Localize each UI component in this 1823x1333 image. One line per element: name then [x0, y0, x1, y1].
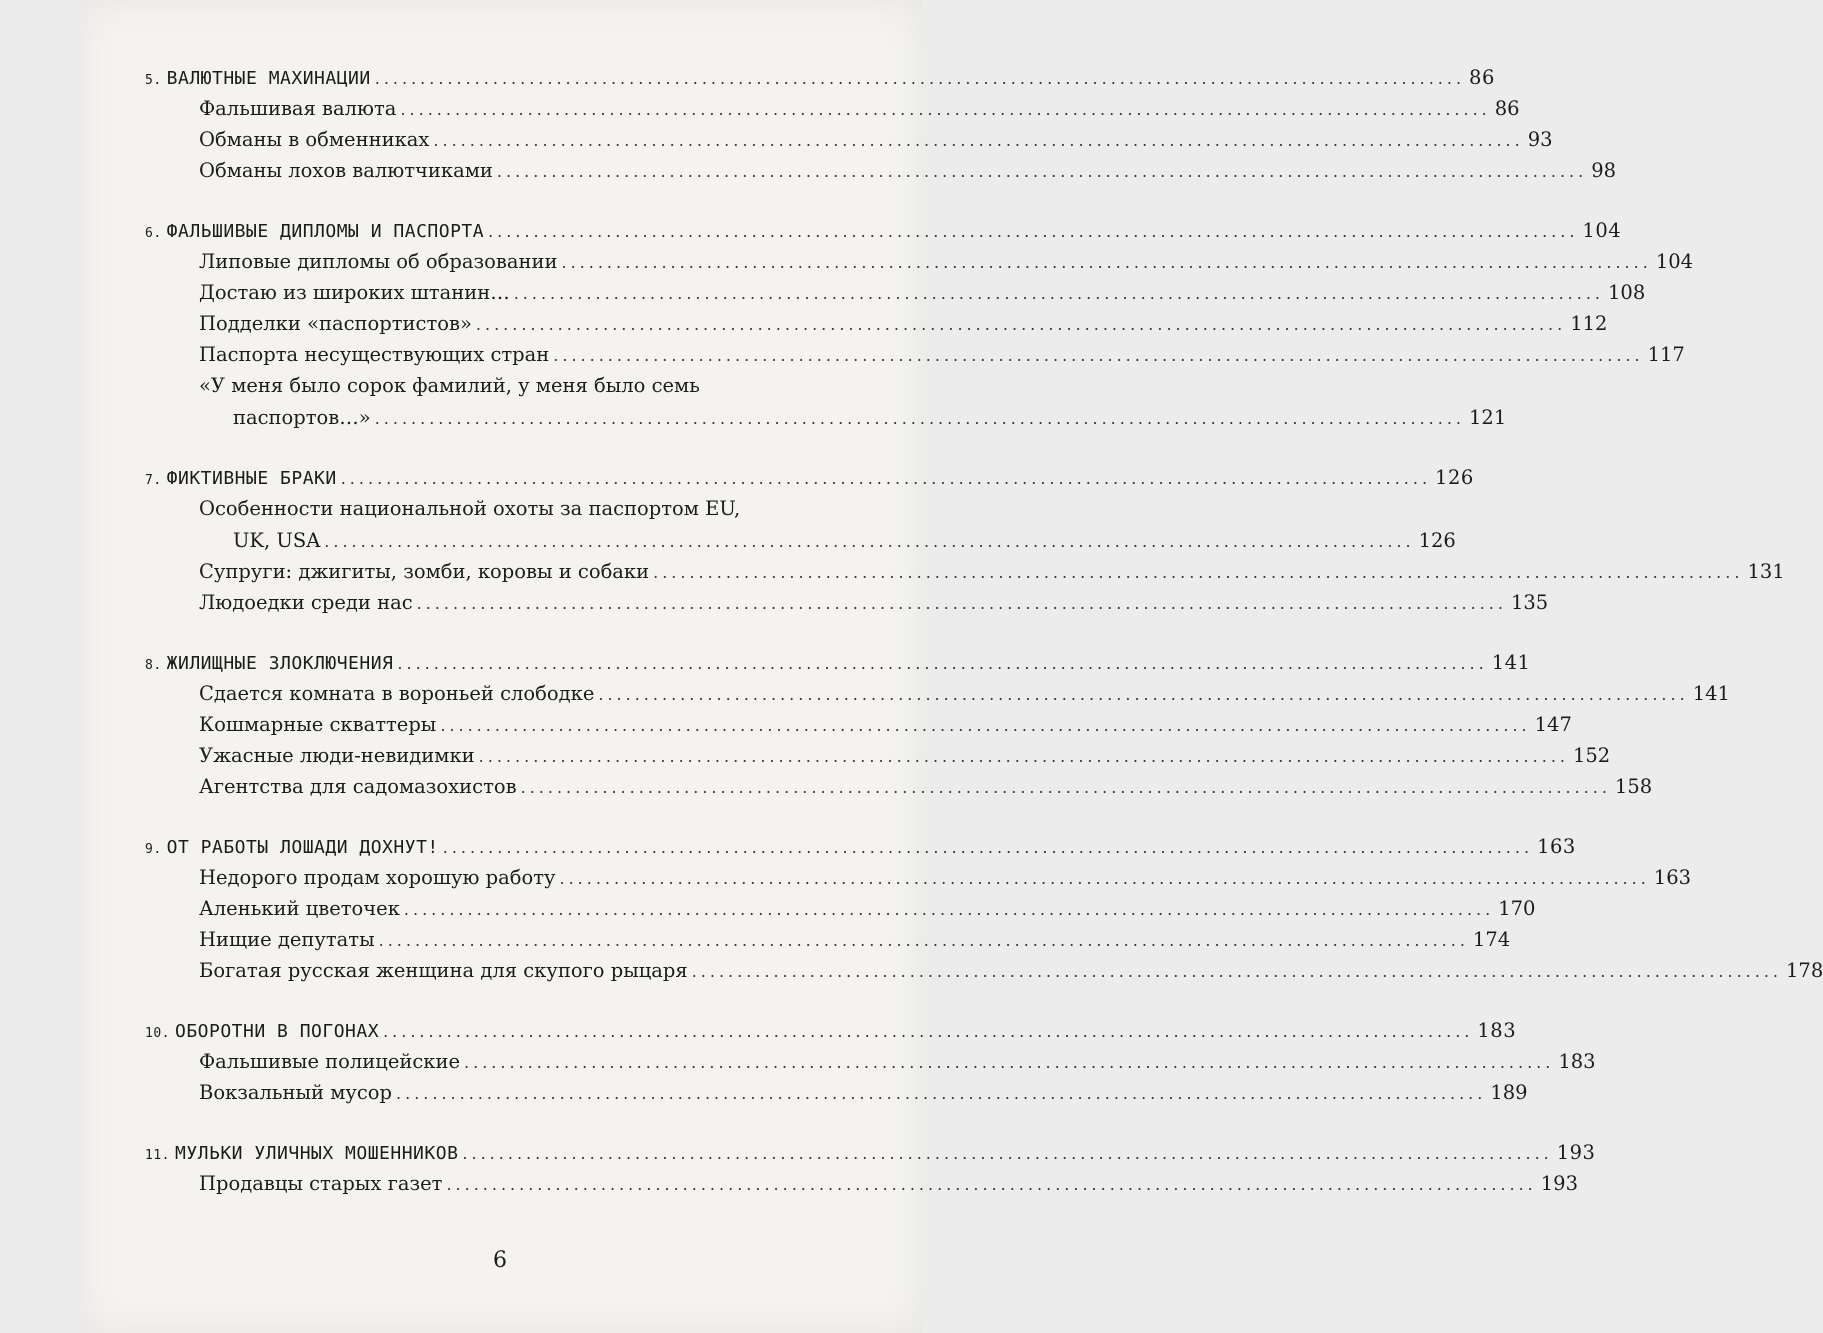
page-ref: 112 — [1570, 312, 1608, 335]
page-ref: 141 — [1491, 651, 1531, 674]
toc-item — [145, 955, 1823, 986]
chapter-title: ВАЛЮТНЫЕ МАХИНАЦИИ — [166, 68, 371, 89]
toc-chapter — [145, 462, 1474, 493]
dot-leader: ........................................................................................................................ — [416, 594, 1507, 613]
dot-leader: ........................................................................................................................ — [340, 469, 1432, 488]
dot-leader: ........................................................................................................................ — [475, 315, 1567, 334]
item-title: Подделки «паспортистов» — [199, 312, 472, 335]
toc-chapter — [145, 1015, 1517, 1046]
chapter-number: 8. — [145, 658, 162, 673]
item-title: Особенности национальной охоты за паспортом EU, — [199, 497, 741, 520]
toc-item — [145, 308, 1608, 339]
dot-leader: ........................................................................................................................ — [520, 778, 1611, 797]
chapter-title: ОТ РАБОТЫ ЛОШАДИ ДОХНУТ! — [166, 837, 439, 858]
item-title: Недорого продам хорошую работу — [199, 866, 556, 889]
toc-chapter — [145, 62, 1495, 93]
chapter-number: 6. — [145, 226, 162, 241]
dot-leader: ........................................................................................................................ — [403, 900, 1495, 919]
table-of-contents — [145, 62, 1823, 1199]
dot-leader: ........................................................................................................................ — [513, 284, 1605, 303]
toc-item — [145, 246, 1694, 277]
dot-leader: ........................................................................................................................ — [464, 1053, 1555, 1072]
chapter-title: ЖИЛИЩНЫЕ ЗЛОКЛЮЧЕНИЯ — [166, 653, 394, 674]
item-title: Людоедки среди нас — [199, 591, 413, 614]
dot-leader: ........................................................................................................................ — [433, 131, 1524, 150]
toc-item-line1 — [145, 493, 855, 525]
toc-item — [145, 339, 1685, 370]
page-ref: 104 — [1582, 219, 1622, 242]
chapter-number: 11. — [145, 1148, 170, 1163]
item-title: Фальшивые полицейские — [199, 1050, 461, 1073]
dot-leader: ........................................................................................................................ — [553, 346, 1644, 365]
page-ref: 147 — [1534, 713, 1572, 736]
toc-item — [145, 1168, 1578, 1199]
chapter-number: 10. — [145, 1026, 170, 1041]
page-ref: 158 — [1614, 775, 1653, 798]
dot-leader: ........................................................................................................................ — [462, 1144, 1553, 1163]
item-title: паспортов…» — [233, 406, 371, 429]
dot-leader: ........................................................................................................................ — [400, 100, 1491, 119]
item-title: Продавцы старых газет — [199, 1172, 443, 1195]
page-ref: 178 — [1786, 959, 1823, 982]
dot-leader: ........................................................................................................................ — [653, 563, 1744, 582]
item-title: Богатая русская женщина для скупого рыцаря — [199, 959, 688, 982]
page-ref: 126 — [1418, 529, 1456, 552]
item-title: UK, USA — [233, 529, 321, 552]
dot-leader: ........................................................................................................................ — [691, 962, 1782, 981]
item-title: Фальшивая валюта — [199, 97, 397, 120]
page-ref: 131 — [1747, 560, 1785, 583]
item-title: Липовые дипломы об образовании — [199, 250, 558, 273]
item-title: Сдается комната в вороньей слободке — [199, 682, 595, 705]
page-ref: 163 — [1653, 866, 1692, 889]
page-ref: 104 — [1655, 250, 1694, 273]
page-ref: 98 — [1591, 159, 1617, 182]
dot-leader: ........................................................................................................................ — [374, 409, 1466, 428]
item-title: Обманы в обменниках — [199, 128, 430, 151]
dot-leader: ........................................................................................................................ — [440, 716, 1531, 735]
page-ref: 152 — [1572, 744, 1611, 767]
item-title: Ужасные люди-невидимки — [199, 744, 475, 767]
dot-leader: ........................................................................................................................ — [396, 1084, 1487, 1103]
page-ref: 86 — [1494, 97, 1520, 120]
page-ref: 183 — [1477, 1019, 1517, 1042]
toc-item — [145, 93, 1520, 124]
toc-item-line2 — [145, 525, 1456, 556]
toc-item-line1 — [145, 370, 855, 402]
item-title: Достаю из широких штанин… — [199, 281, 510, 304]
dot-leader: ........................................................................................................................ — [383, 1022, 1474, 1041]
page-ref: 174 — [1472, 928, 1511, 951]
item-title: Агентства для садомазохистов — [199, 775, 517, 798]
item-title: Супруги: джигиты, зомби, коровы и собаки — [199, 560, 650, 583]
toc-chapter — [145, 1137, 1596, 1168]
toc-chapter — [145, 215, 1622, 246]
item-title: Обманы лохов валютчиками — [199, 159, 493, 182]
toc-item — [145, 587, 1549, 618]
item-title: Паспорта несуществующих стран — [199, 343, 550, 366]
toc-item — [145, 277, 1646, 308]
toc-item — [145, 740, 1611, 771]
toc-item — [145, 893, 1536, 924]
dot-leader: ........................................................................................................................ — [478, 747, 1569, 766]
dot-leader: ........................................................................................................................ — [598, 685, 1689, 704]
toc-chapter — [145, 831, 1576, 862]
dot-leader: ........................................................................................................................ — [397, 654, 1488, 673]
page-ref: 193 — [1556, 1141, 1596, 1164]
page-ref: 193 — [1540, 1172, 1578, 1195]
dot-leader: ........................................................................................................................ — [324, 532, 1415, 551]
toc-item — [145, 1077, 1528, 1108]
toc-item — [145, 678, 1730, 709]
page-number: 6 — [493, 1248, 507, 1273]
page-ref: 86 — [1469, 66, 1495, 89]
page-ref: 135 — [1510, 591, 1549, 614]
page-ref: 93 — [1527, 128, 1553, 151]
page-ref: 170 — [1498, 897, 1536, 920]
chapter-title: ФАЛЬШИВЫЕ ДИПЛОМЫ И ПАСПОРТА — [166, 221, 485, 242]
toc-chapter — [145, 647, 1531, 678]
page-ref: 117 — [1647, 343, 1685, 366]
toc-item — [145, 556, 1785, 587]
dot-leader: ........................................................................................................................ — [559, 869, 1650, 888]
item-title: Вокзальный мусор — [199, 1081, 393, 1104]
toc-item — [145, 924, 1511, 955]
toc-item — [145, 155, 1617, 186]
item-title: Кошмарные скваттеры — [199, 713, 437, 736]
page-ref: 189 — [1490, 1081, 1528, 1104]
toc-item-line2 — [145, 402, 1507, 433]
dot-leader: ........................................................................................................................ — [446, 1175, 1537, 1194]
chapter-title: ОБОРОТНИ В ПОГОНАХ — [174, 1021, 380, 1042]
item-title: Нищие депутаты — [199, 928, 375, 951]
dot-leader: ........................................................................................................................ — [561, 253, 1652, 272]
toc-item — [145, 709, 1572, 740]
toc-item — [145, 1046, 1596, 1077]
page-ref: 121 — [1469, 406, 1507, 429]
item-title: «У меня было сорок фамилий, у меня было семь — [199, 374, 700, 397]
chapter-title: МУЛЬКИ УЛИЧНЫХ МОШЕННИКОВ — [174, 1143, 459, 1164]
page-ref: 183 — [1558, 1050, 1596, 1073]
toc-item — [145, 124, 1553, 155]
chapter-number: 7. — [145, 473, 162, 488]
dot-leader: ........................................................................................................................ — [378, 931, 1469, 950]
page-ref: 141 — [1692, 682, 1730, 705]
dot-leader: ........................................................................................................................ — [442, 838, 1534, 857]
chapter-title: ФИКТИВНЫЕ БРАКИ — [166, 468, 337, 489]
dot-leader: ........................................................................................................................ — [496, 162, 1588, 181]
page-ref: 126 — [1435, 466, 1474, 489]
chapter-number: 9. — [145, 842, 162, 857]
dot-leader: ........................................................................................................................ — [488, 222, 1579, 241]
dot-leader: ........................................................................................................................ — [374, 69, 1466, 88]
page-ref: 108 — [1608, 281, 1646, 304]
toc-item — [145, 862, 1692, 893]
page-ref: 163 — [1537, 835, 1576, 858]
item-title: Аленький цветочек — [199, 897, 400, 920]
toc-item — [145, 771, 1653, 802]
chapter-number: 5. — [145, 73, 162, 88]
